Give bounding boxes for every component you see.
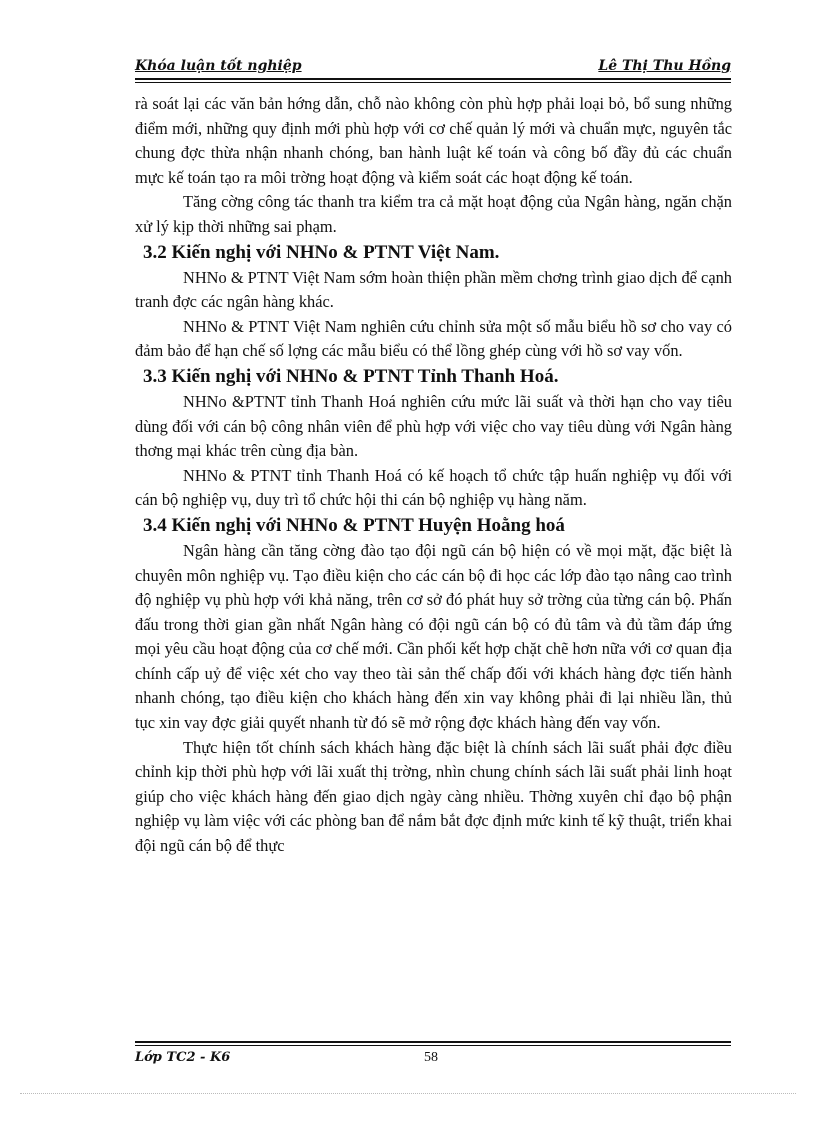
section-heading-3-4: 3.4 Kiến nghị với NHNo & PTNT Huyện Hoằng hoá xyxy=(143,514,565,536)
section-heading-3-3: 3.3 Kiến nghị với NHNo & PTNT Tỉnh Thanh Hoá. xyxy=(143,365,559,387)
paragraph: NHNo & PTNT tỉnh Thanh Hoá có kế hoạch tổ chức tập huấn nghiệp vụ đối với cán bộ nghiệp vụ, duy trì tổ chức hội thi cán bộ nghiệp vụ hàng năm. xyxy=(135,465,732,510)
document-body xyxy=(135,92,732,859)
page-number: 58 xyxy=(424,1050,438,1065)
paragraph: Ngân hàng cần tăng cờng đào tạo đội ngũ cán bộ hiện có về mọi mặt, đặc biệt là chuyên môn nghiệp vụ. Tạo điều kiện cho các cán bộ đi học các lớp đào tạo nâng cao trình độ nghiệp vụ phù hợp với khả năng, trên cơ sở đó phát huy sở trờng của từng cán bộ. Phấn đấu trong thời gian gần nhất Ngân hàng có đội ngũ cán bộ có đủ tâm và đủ tầm đáp ứng mọi yêu cầu hoạt động của cơ chế mới. Cần phối kết hợp chặt chẽ hơn nữa với cơ quan địa chính cấp uỷ để việc xét cho vay theo tài sản thế chấp đối với khách hàng đợc tiến hành nhanh chóng, tạo điều kiện cho khách hàng đến xin vay không phải đi lại nhiều lần, thủ tục xin vay đợc giải quyết nhanh từ đó sẽ mở rộng đợc khách hàng đến vay vốn. xyxy=(135,540,732,733)
page-edge-divider xyxy=(20,1093,796,1094)
footer-rule xyxy=(135,1041,731,1043)
paragraph: NHNo &PTNT tỉnh Thanh Hoá nghiên cứu mức lãi suất và thời hạn cho vay tiêu dùng đối với cán bộ công nhân viên để phù hợp với việc cho vay tiêu dùng với Ngân hàng thơng mại khác trên cùng địa bàn. xyxy=(135,391,732,461)
paragraph: Thực hiện tốt chính sách khách hàng đặc biệt là chính sách lãi suất phải đợc điều chỉnh kịp thời phù hợp với lãi xuất thị trờng, nhìn chung chính sách lãi suất phải linh hoạt giúp cho việc khách hàng đến giao dịch ngày càng nhiều. Thờng xuyên chỉ đạo bộ phận nghiệp vụ làm việc với các phòng ban để nắm bắt đợc định mức kinh tế kỹ thuật, triển khai đội ngũ cán bộ để thực xyxy=(135,737,733,856)
header-rule-thin xyxy=(135,82,731,83)
section-heading-3-2: 3.2 Kiến nghị với NHNo & PTNT Việt Nam. xyxy=(143,241,500,263)
footer-class-label: Lớp TC2 - K6 xyxy=(135,1050,231,1065)
footer-rule-thin xyxy=(135,1045,731,1046)
header-author-name: Lê Thị Thu Hồng xyxy=(598,58,731,74)
page-header xyxy=(135,58,731,78)
paragraph: NHNo & PTNT Việt Nam nghiên cứu chỉnh sửa một số mẫu biểu hồ sơ cho vay có đảm bảo để hạn chế số lợng các mẫu biểu có thể lồng ghép cùng với hồ sơ vay vốn. xyxy=(135,316,732,361)
paragraph: Tăng cờng công tác thanh tra kiểm tra cả mặt hoạt động của Ngân hàng, ngăn chặn xử lý kịp thời những sai phạm. xyxy=(135,192,732,236)
header-rule xyxy=(135,78,731,80)
paragraph: NHNo & PTNT Việt Nam sớm hoàn thiện phần mềm chơng trình giao dịch để cạnh tranh đợc các ngân hàng khác. xyxy=(135,267,732,312)
header-thesis-title: Khóa luận tốt nghiệp xyxy=(135,58,302,74)
paragraph: rà soát lại các văn bản hớng dẫn, chỗ nào không còn phù hợp phải loại bỏ, bổ sung những điểm mới, những quy định mới phù hợp với cơ chế quản lý mới và chuẩn mực, nguyên tắc chung đợc thừa nhận nhanh chóng, ban hành luật kế toán và công bố đầy đủ các chuẩn mực kế toán tạo ra môi trờng hoạt động và kiểm soát các hoạt động kế toán. xyxy=(135,94,732,187)
